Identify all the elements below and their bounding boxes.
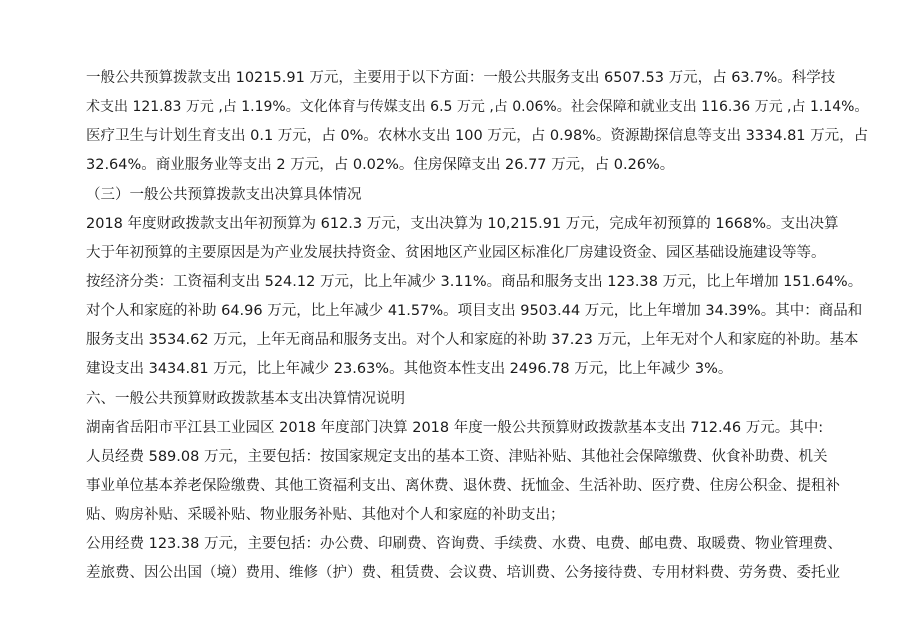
paragraph-line-13: 湖南省岳阳市平江县工业园区 2018 年度部门决算 2018 年度一般公共预算财政拨款基本支出 712.46 万元。其中:: [86, 420, 824, 436]
paragraph-line-4: 32.64%。商业服务业等支出 2 万元，占 0.02%。住房保障支出 26.77 万元，占 0.26%。: [86, 157, 675, 173]
paragraph-line-18: 差旅费、因公出国（境）费用、维修（护）费、租赁费、会议费、培训费、公务接待费、专用材料费、劳务费、委托业: [86, 565, 840, 581]
paragraph-line-14: 人员经费 589.08 万元，主要包括：按国家规定支出的基本工资、津贴补贴、其他社会保障缴费、伙食补助费、机关: [86, 449, 828, 465]
paragraph-line-8: 按经济分类：工资福利支出 524.12 万元，比上年减少 3.11%。商品和服务支出 123.38 万元，比上年增加 151.64%。: [86, 274, 863, 290]
paragraph-line-1: 一般公共预算拨款支出 10215.91 万元，主要用于以下方面：一般公共服务支出 6507.53 万元，占 63.7%。科学技: [86, 70, 836, 86]
paragraph-line-11: 建设支出 3434.81 万元，比上年减少 23.63%。其他资本性支出 2496.78 万元，比上年减少 3%。: [86, 361, 733, 377]
paragraph-line-15: 事业单位基本养老保险缴费、其他工资福利支出、离休费、退休费、抚恤金、生活补助、医疗费、住房公积金、提租补: [86, 478, 840, 494]
paragraph-line-10: 服务支出 3534.62 万元，上年无商品和服务支出。对个人和家庭的补助 37.23 万元，上年无对个人和家庭的补助。基本: [86, 332, 859, 348]
paragraph-line-7: 大于年初预算的主要原因是为产业发展扶持资金、贫困地区产业园区标准化厂房建设资金、园区基础设施建设等等。: [86, 245, 826, 261]
paragraph-line-2: 术支出 121.83 万元 ,占 1.19%。文化体育与传媒支出 6.5 万元 ,占 0.06%。社会保障和就业支出 116.36 万元 ,占 1.14%。: [86, 99, 869, 115]
paragraph-line-16: 贴、购房补贴、采暖补贴、物业服务补贴、其他对个人和家庭的补助支出；: [86, 507, 565, 523]
paragraph-line-9: 对个人和家庭的补助 64.96 万元，比上年减少 41.57%。项目支出 9503.44 万元，比上年增加 34.39%。其中：商品和: [86, 303, 863, 319]
paragraph-line-17: 公用经费 123.38 万元，主要包括：办公费、印刷费、咨询费、手续费、水费、电费、邮电费、取暖费、物业管理费、: [86, 536, 842, 552]
paragraph-line-6: 2018 年度财政拨款支出年初预算为 612.3 万元，支出决算为 10,215.91 万元，完成年初预算的 1668%。支出决算: [86, 216, 839, 232]
section-heading: （三）一般公共预算拨款支出决算具体情况: [86, 187, 362, 203]
section-heading-6: 六、一般公共预算财政拨款基本支出决算情况说明: [86, 391, 405, 407]
paragraph-line-3: 医疗卫生与计划生育支出 0.1 万元，占 0%。农林水支出 100 万元，占 0.98%。资源勘探信息等支出 3334.81 万元，占: [86, 128, 869, 144]
